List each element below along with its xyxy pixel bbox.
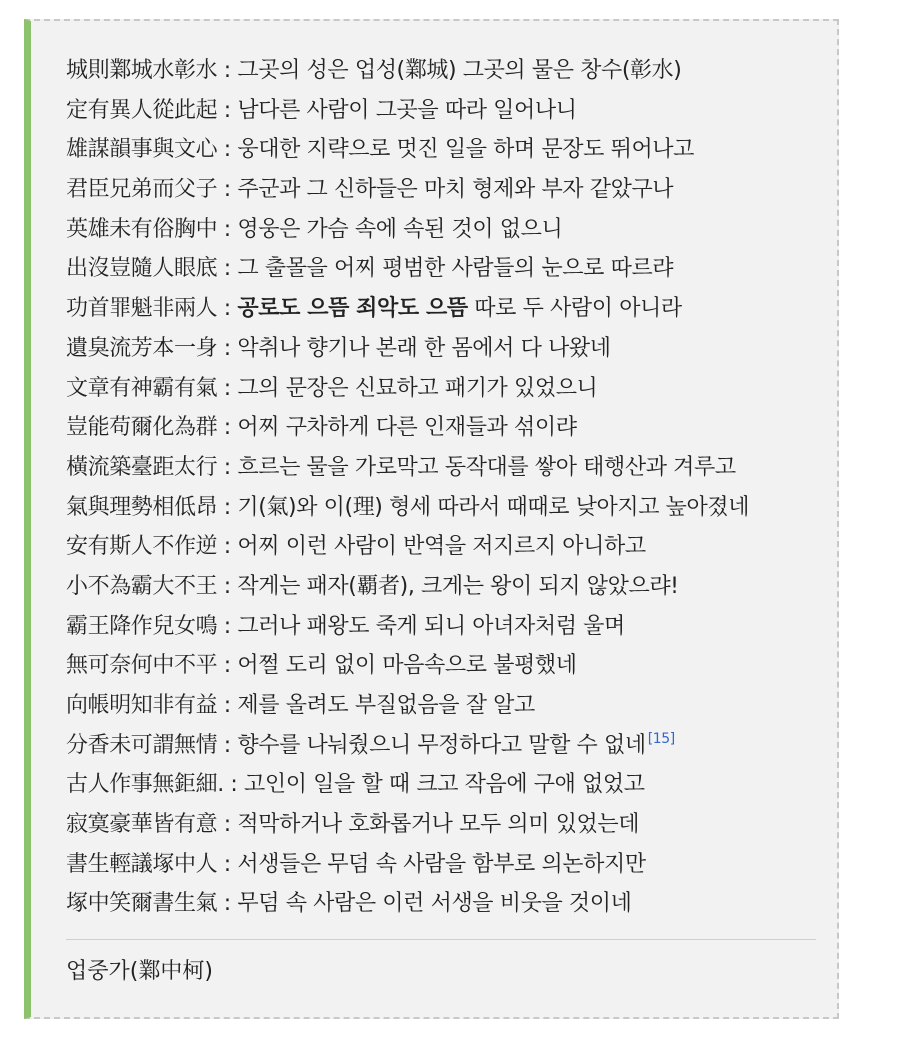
- hanja-text: 橫流築臺距太行: [66, 454, 218, 480]
- poem-line: [66, 408, 836, 448]
- korean-text: 제를 올려도 부질없음을 잘 알고: [237, 693, 535, 718]
- hanja-text: 安有斯人不作逆: [66, 534, 218, 560]
- hanja-text: 向帳明知非有益: [66, 693, 218, 718]
- hanja-text: 古人作事無鉅細.: [66, 772, 224, 798]
- hanja-text: 出沒豈隨人眼底: [66, 256, 218, 282]
- korean-text: 작게는 패자(覇者), 크게는 왕이 되지 않았으랴!: [237, 573, 679, 599]
- separator: :: [217, 177, 238, 203]
- korean-text: 주군과 그 신하들은 마치 형제와 부자 같았구나: [237, 177, 674, 203]
- poem-line: [66, 567, 836, 607]
- poem-line: [66, 805, 836, 845]
- hanja-text: 城則鄴城水彰水: [66, 58, 218, 83]
- separator: :: [217, 891, 238, 917]
- separator: :: [217, 296, 238, 322]
- poem-line: [66, 765, 836, 805]
- korean-text: 어쩔 도리 없이 마음속으로 불평했네: [237, 653, 577, 679]
- separator: :: [223, 772, 244, 798]
- hanja-text: 雄謀韻事與文心: [66, 137, 218, 163]
- separator: :: [217, 851, 238, 877]
- korean-text: 그러나 패왕도 죽게 되니 아녀자처럼 울며: [237, 613, 625, 639]
- separator: :: [217, 415, 238, 441]
- separator: :: [217, 256, 238, 282]
- korean-text: 적막하거나 호화롭거나 모두 의미 있었는데: [237, 812, 640, 838]
- separator: :: [217, 375, 238, 401]
- poem-line: [66, 329, 836, 369]
- hanja-text: 定有異人從此起: [66, 97, 218, 123]
- poem-line: [66, 726, 836, 766]
- korean-text: 향수를 나눠줬으니 무정하다고 말할 수 없네: [237, 732, 646, 758]
- separator: :: [217, 454, 238, 480]
- poem-line: [66, 527, 836, 567]
- separator: :: [217, 58, 238, 83]
- poem-line: [66, 686, 836, 726]
- korean-text: 기(氣)와 이(理) 형세 따라서 때때로 낮아지고 높아졌네: [237, 494, 750, 520]
- korean-text: 고인이 일을 할 때 크고 작음에 구애 없었고: [244, 772, 645, 798]
- korean-text: 웅대한 지략으로 멋진 일을 하며 문장도 뛰어나고: [237, 137, 695, 163]
- hanja-text: 遺臭流芳本一身: [66, 335, 218, 361]
- hanja-text: 豈能苟爾化為群: [66, 415, 218, 441]
- poem-line: [66, 845, 836, 885]
- korean-text: 그곳의 성은 업성(鄴城) 그곳의 물은 창수(彰水): [237, 58, 682, 83]
- hanja-text: 霸王降作兒女鳴: [66, 613, 218, 639]
- separator: :: [217, 216, 238, 242]
- separator: :: [217, 335, 238, 361]
- hanja-text: 文章有神霸有氣: [66, 375, 218, 401]
- korean-text: 서생들은 무덤 속 사람을 함부로 의논하지만: [237, 851, 646, 877]
- separator: :: [217, 137, 238, 163]
- separator: :: [217, 812, 238, 838]
- hanja-text: 功首罪魁非兩人: [66, 296, 218, 322]
- hanja-text: 分香未可謂無情: [66, 732, 218, 758]
- separator: :: [217, 573, 238, 599]
- separator: :: [217, 534, 238, 560]
- poem-line: [66, 488, 836, 528]
- poem-line: [66, 884, 836, 924]
- poem-line: [66, 249, 836, 289]
- hanja-text: 無可奈何中不平: [66, 653, 218, 679]
- poem-line: [66, 607, 836, 647]
- hanja-text: 氣與理勢相低昂: [66, 494, 218, 520]
- separator: :: [217, 732, 238, 758]
- korean-text: 흐르는 물을 가로막고 동작대를 쌓아 태행산과 겨루고: [237, 454, 736, 480]
- poem-line: [66, 369, 836, 409]
- korean-text: 영웅은 가슴 속에 속된 것이 없으니: [237, 216, 563, 242]
- poem-line: [66, 130, 836, 170]
- korean-text: 그 출몰을 어찌 평범한 사람들의 눈으로 따르랴: [237, 256, 674, 282]
- hanja-text: 塚中笑爾書生氣: [66, 891, 218, 917]
- reference-link[interactable]: [15]: [647, 731, 675, 748]
- poem-line: [66, 646, 836, 686]
- separator: :: [217, 494, 238, 520]
- poem-line: [66, 91, 836, 131]
- korean-text: 어찌 이런 사람이 반역을 저지르지 아니하고: [237, 534, 646, 560]
- poem-line: [66, 289, 836, 329]
- hanja-text: 君臣兄弟而父子: [66, 177, 218, 203]
- separator: :: [217, 97, 238, 123]
- divider: [66, 939, 816, 940]
- korean-text: 악취나 향기나 본래 한 몸에서 다 나왔네: [237, 335, 611, 361]
- hanja-text: 書生輕議塚中人: [66, 851, 218, 877]
- hanja-text: 寂寞豪華皆有意: [66, 812, 218, 838]
- poem-line: [66, 170, 836, 210]
- korean-text: 어찌 구차하게 다른 인재들과 섞이랴: [237, 415, 577, 441]
- separator: :: [217, 693, 238, 718]
- korean-bold-text: 공로도 으뜸 죄악도 으뜸: [237, 296, 468, 322]
- hanja-text: 小不為霸大不王: [66, 573, 218, 599]
- quote-box: [24, 19, 839, 1019]
- korean-text: 따로 두 사람이 아니라: [467, 296, 682, 322]
- poem-line: [66, 210, 836, 250]
- poem-line: [66, 448, 836, 488]
- separator: :: [217, 613, 238, 639]
- separator: :: [217, 653, 238, 679]
- attribution: 업중가(鄴中柯): [66, 959, 213, 984]
- korean-text: 그의 문장은 신묘하고 패기가 있었으니: [237, 375, 598, 401]
- poem: [66, 51, 836, 924]
- korean-text: 남다른 사람이 그곳을 따라 일어나니: [237, 97, 577, 123]
- hanja-text: 英雄未有俗胸中: [66, 216, 218, 242]
- korean-text: 무덤 속 사람은 이런 서생을 비웃을 것이네: [237, 891, 632, 917]
- poem-line: [66, 51, 836, 91]
